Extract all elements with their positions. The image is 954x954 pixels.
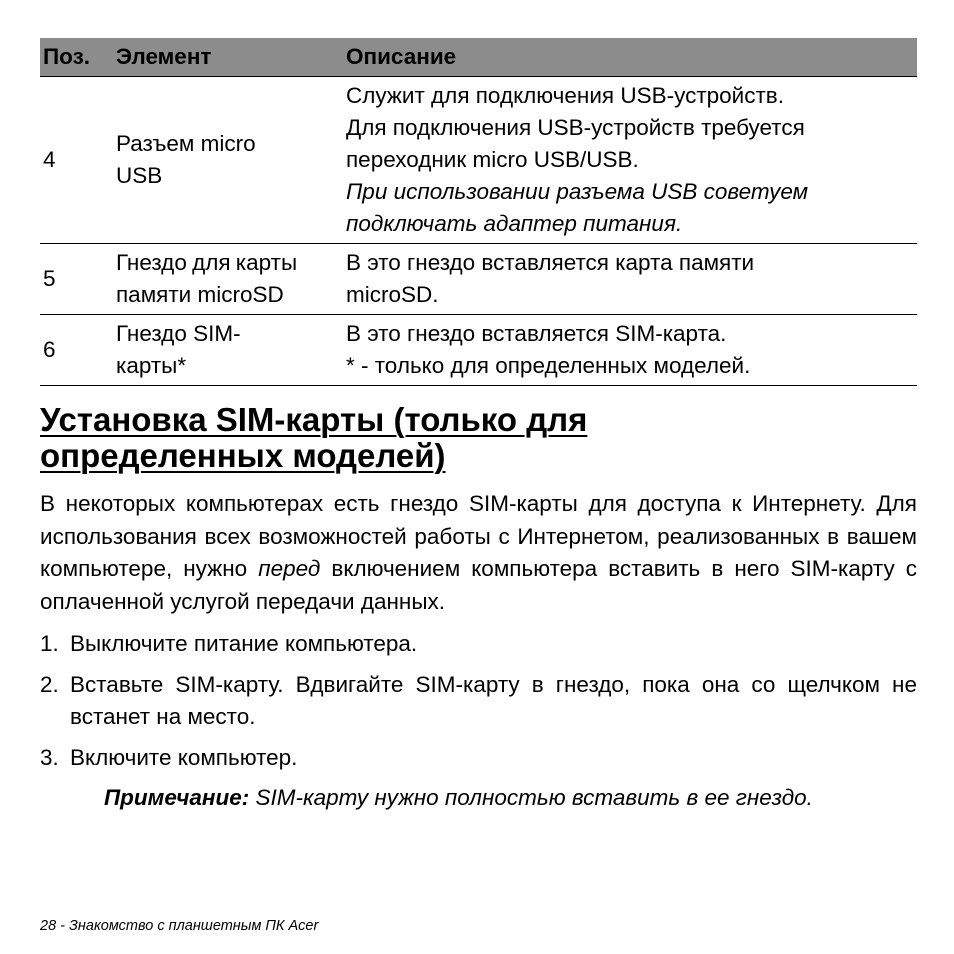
element-line: Гнездо для карты — [116, 250, 298, 275]
element-line: Гнездо SIM- — [116, 321, 241, 346]
row-description — [343, 77, 917, 244]
step-number: 1. — [40, 631, 59, 656]
row-description — [343, 244, 917, 315]
element-line: Разъем micro — [116, 131, 256, 156]
page-footer: 28 - Знакомство с планшетным ПК Acer — [40, 918, 319, 934]
element-line: памяти microSD — [116, 282, 284, 307]
table-header-row — [40, 38, 917, 77]
desc-line: * - только для определенных моделей. — [346, 353, 751, 378]
element-line: карты* — [116, 353, 187, 378]
desc-line: В это гнездо вставляется карта памяти — [346, 250, 755, 275]
row-element — [113, 315, 343, 386]
header-description: Описание — [343, 38, 917, 77]
desc-line: microSD. — [346, 282, 439, 307]
para-text: В некоторых компьютерах есть гнездо SIM-карты для доступа к Интернету. Для использования всех возможностей работы с Интернетом, реализованных в вашем компьютере, нужно — [40, 491, 917, 581]
desc-line: переходник micro USB/USB. — [346, 147, 639, 172]
heading-line: определенных моделей) — [40, 437, 446, 474]
step-number: 2. — [40, 671, 59, 697]
desc-line: Для подключения USB-устройств требуется — [346, 115, 805, 140]
desc-italic-line: подключать адаптер питания. — [346, 211, 683, 236]
step-text: Вставьте SIM-карту. Вдвигайте SIM-карту в гнездо, пока она со щелчком не встанет на место. — [70, 671, 917, 729]
table-row — [40, 315, 917, 386]
note-label: Примечание: — [104, 785, 250, 810]
steps-list — [40, 628, 917, 774]
desc-line: Служит для подключения USB-устройств. — [346, 83, 785, 108]
components-table — [40, 38, 917, 386]
row-pos: 6 — [40, 315, 113, 386]
note — [104, 782, 917, 815]
page — [40, 38, 917, 815]
desc-line: В это гнездо вставляется SIM-карта. — [346, 321, 727, 346]
intro-paragraph — [40, 488, 917, 618]
header-element: Элемент — [113, 38, 343, 77]
heading-line: Установка SIM-карты (только для — [40, 401, 588, 438]
step-text: Включите компьютер. — [70, 744, 298, 770]
row-description — [343, 315, 917, 386]
row-element — [113, 77, 343, 244]
row-element — [113, 244, 343, 315]
table-row — [40, 244, 917, 315]
list-item — [40, 742, 917, 775]
row-pos: 4 — [40, 77, 113, 244]
list-item — [40, 669, 917, 734]
desc-italic-line: При использовании разъема USB советуем — [346, 179, 809, 204]
list-item — [40, 628, 917, 661]
para-text: включением компьютера вставить в него SIM-карту с оплаченной услугой передачи данных. — [40, 556, 918, 614]
section-heading — [40, 402, 917, 474]
row-pos: 5 — [40, 244, 113, 315]
para-emphasis: перед — [258, 556, 321, 581]
step-text: Выключите питание компьютера. — [70, 631, 418, 656]
step-number: 3. — [40, 744, 59, 770]
header-pos: Поз. — [40, 38, 113, 77]
element-line: USB — [116, 163, 163, 188]
note-text: SIM-карту нужно полностью вставить в ее гнездо. — [249, 785, 813, 810]
table-row — [40, 77, 917, 244]
